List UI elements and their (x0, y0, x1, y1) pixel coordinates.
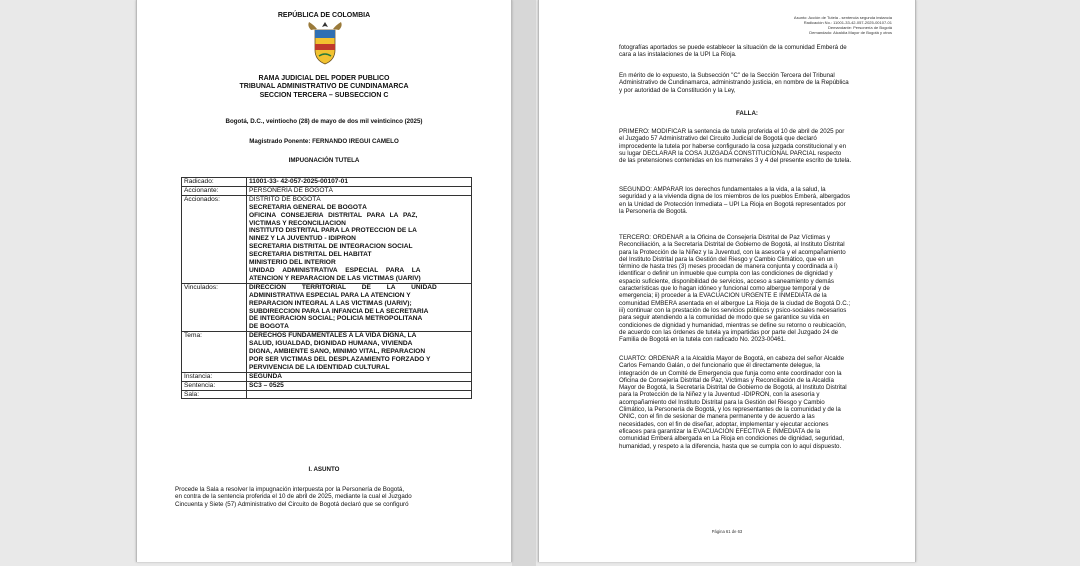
table-row (182, 390, 472, 399)
value-line: SECRETARÍA DISTRITAL DE INTEGRACIÓN SOCIAL (249, 243, 413, 251)
body-line: Climático, la Personería de Bogotá, y los representantes de la comunidad y de la (619, 406, 841, 414)
cuarto-paragraph (619, 355, 895, 450)
merit-paragraph (619, 72, 895, 94)
segundo-paragraph (619, 186, 895, 215)
body-line: para la Protección de la Niñez y la Juventud -IDIPRON, con la asesoría y (619, 391, 820, 399)
row-value (247, 372, 472, 381)
body-line: Mayor de Bogotá, la Secretaría Distrital de Gobierno de Bogotá, al Instituto Distrital (619, 384, 847, 392)
row-label: Radicado: (182, 178, 247, 187)
row-value (247, 195, 472, 283)
body-line: de las pretensiones contenidas en los numerales 3 y 4 del presente escrito de tutela. (619, 157, 852, 165)
value-line: POR SER VÍCTIMAS DEL DESPLAZAMIENTO FORZADO Y (249, 355, 431, 363)
header-line: Demandado: Alcaldía Mayor de Bogotá y otros (809, 30, 892, 35)
row-value (247, 381, 472, 390)
intro-paragraph (619, 44, 895, 59)
value-line: PERVIVENCIA DE LA IDENTIDAD CULTURAL (249, 363, 390, 371)
row-label: Vinculados: (182, 283, 247, 331)
row-label: Accionados: (182, 195, 247, 283)
running-header (794, 15, 892, 35)
body-line: del Instituto Distrital para la Gestión del Riesgo y Cambio Climático, que en un (619, 255, 834, 263)
body-line: En mérito de lo expuesto, la Subsección "C" de la Sección Tercera del Tribunal (619, 72, 835, 79)
body-line: espacio suficiente, disponibilidad de servicios, acceso a saneamiento y demás (619, 277, 834, 285)
table-row (182, 195, 472, 283)
republic-heading: REPÚBLICA DE COLOMBIA (277, 12, 371, 19)
magistrate-line: Magistrado Ponente: FERNANDO IREGUI CAMELO (249, 138, 399, 145)
table-row (182, 283, 472, 331)
body-line: Procede la Sala a resolver la impugnación interpuesta por la Personería de Bogotá, (175, 486, 405, 493)
section-title: I. ASUNTO (308, 466, 340, 473)
value-line: ADMINISTRATIVA ESPECIAL PARA LA ATENCIÓN Y (249, 291, 411, 299)
body-line: humanidad, y respeto a la diferencia, hasta que se cumpla con lo aquí dispuesto. (619, 442, 842, 450)
value-line: PERSONERÍA DE BOGOTÁ (249, 186, 333, 194)
coat-of-arms-icon (305, 20, 345, 66)
row-label: Tema: (182, 332, 247, 373)
row-label: Instancia: (182, 372, 247, 381)
row-label: Accionante: (182, 186, 247, 195)
table-row (182, 186, 472, 195)
body-line: seguridad y a la vivienda digna de los miembros de los pueblos Emberá, albergados (619, 193, 851, 201)
row-label: Sala: (182, 390, 247, 399)
body-line: Reconciliación, a la Secretaría Distrital de Gobierno de Bogotá, al Instituto Distrital (619, 241, 845, 249)
body-line: acompañamiento del Instituto Distrital para la Gestión del Riesgo y Cambio (619, 398, 825, 406)
body-line: comunidad EMBERA asentada en el albergue La Rioja de la ciudad de Bogotá D.C.; (619, 299, 851, 307)
case-info-table (181, 177, 472, 399)
body-line: Cincuenta y Siete (57) Administrativo del Circuito de Bogotá declaró que se configuró (175, 500, 409, 508)
body-line: improcedente la tutela por haberse configurado la cosa juzgada constitucional y en (619, 142, 847, 150)
value-line: SALUD, IGUALDAD, DIGNIDAD HUMANA, VIVIENDA (249, 340, 413, 348)
value-line: INSTITUTO DISTRITAL PARA LA PROTECCIÓN DE LA (249, 227, 417, 235)
tercero-paragraph (619, 234, 895, 343)
body-line: el Juzgado 57 Administrativo del Circuito Judicial de Bogotá que declaró (619, 135, 817, 143)
value-line: SECRETARÍA GENERAL DE BOGOTÁ (249, 203, 367, 211)
body-line: en la Unidad de Protección Inmediata – UPI La Rioja en Bogotá representados por (619, 200, 846, 208)
body-line: Familia de Bogotá en la tutela con radicado No. 2023-00461. (619, 336, 786, 344)
value-line: MINISTERIO DEL INTERIOR (249, 259, 336, 267)
body-line: en contra de la sentencia proferida el 10 de abril de 2025, mediante la cual el Juzgado (175, 493, 412, 501)
body-line: la Personería de Bogotá. (619, 207, 688, 215)
value-line: ATENCIÓN Y REPARACIÓN DE LAS VÍCTIMAS (UARIV) (249, 274, 421, 282)
falla-heading: FALLA: (736, 110, 758, 117)
body-line: Carlos Fernando Galán, o del funcionario que él directamente delegue, la (619, 362, 821, 370)
body-line: CUARTO: ORDENAR a la Alcaldía Mayor de Bogotá, en cabeza del señor Alcalde (619, 355, 845, 362)
body-line: Oficina de Consejería Distrital de Paz, Víctimas y Reconciliación de la Alcaldía (619, 376, 834, 384)
body-line: cara a las instalaciones de la UPI La Rioja. (619, 51, 737, 59)
body-line: necesidades, con el fin de diseñar, adoptar, implementar y ejecutar acciones (619, 420, 829, 428)
header-line: Radicación No.: 11001-33-42-057-2025-00107-01 (803, 20, 892, 25)
value-line: 11001-33- 42-057-2025-00107-01 (249, 178, 348, 185)
value-line: UNIDAD ADMINISTRATIVA ESPECIAL PARA LA (249, 266, 421, 274)
value-line: SUBDIRECCIÓN PARA LA INFANCIA DE LA SECRETARÍA (249, 307, 429, 315)
body-line: fotografías aportados se puede establecer la situación de la comunidad Emberá de (619, 44, 847, 51)
value-line: OFICINA CONSEJERÍA DISTRITAL PARA LA PAZ, (249, 211, 418, 219)
body-line: emergencia; ii) proceder a la EVACUACIÓN URGENTE E INMEDIATA de la (619, 292, 827, 300)
value-line: SC3 – 0525 (249, 381, 284, 389)
body-line: condiciones de dignidad y humanidad, mientras se define su retorno o reubicación, (619, 321, 847, 329)
table-row (182, 178, 472, 187)
value-line: SECRETARÍA DISTRITAL DEL HABITAT (249, 251, 372, 259)
value-line: DISTRITO DE BOGOTÁ (249, 195, 321, 203)
value-line: DIGNA, AMBIENTE SANO, MÍNIMO VITAL, REPARACIÓN (249, 348, 426, 356)
body-line: SEGUNDO: AMPARAR los derechos fundamentales a la vida, a la salud, la (619, 186, 826, 193)
row-value (247, 332, 472, 373)
table-row (182, 332, 472, 373)
value-line: REPARACIÓN INTEGRAL A LAS VÍCTIMAS (UARIV); (249, 299, 412, 307)
document-page-1 (136, 0, 512, 562)
date-line: Bogotá, D.C., veintiocho (28) de mayo de dos mil veinticinco (2025) (225, 118, 423, 125)
body-line: para la Protección de la Niñez y la Juventud, con la asesoría y el acompañamiento (619, 248, 846, 256)
body-line: término de hasta tres (3) meses procedan de manera conjunta y coordinada a i) (619, 263, 838, 271)
value-line: VÍCTIMAS Y RECONCILIACIÓN (249, 219, 346, 227)
primero-paragraph (619, 128, 895, 164)
row-value (247, 283, 472, 331)
table-row (182, 372, 472, 381)
value-line: SEGUNDA (249, 372, 282, 380)
document-type: IMPUGNACIÓN TUTELA (288, 157, 360, 164)
body-line: características que lo hagan idóneo y funcional como albergue temporal y de (619, 285, 830, 293)
body-line: identificar o definir un inmueble que cumpla con las condiciones de dignidad y (619, 270, 833, 278)
court-line: SECCIÓN TERCERA – SUBSECCIÓN C (259, 91, 389, 99)
body-line: de acuerdo con las órdenes de tutela ya impartidas por parte del Juzgado 24 de (619, 328, 839, 336)
body-line: su lugar DECLARAR la COSA JUZGADA CONSTITUCIONAL PARCIAL respecto (619, 149, 842, 157)
value-line: DIRECCIÓN TERRITORIAL DE LA UNIDAD (249, 283, 437, 291)
header-line: Demandante: Personería de Bogotá (827, 25, 892, 30)
value-line: DE BOGOTÁ (249, 323, 289, 331)
body-line: ONIC, con el fin de sesionar de manera permanente y de acuerdo a las (619, 413, 815, 421)
body-line: PRIMERO: MODIFICAR la sentencia de tutela proferida el 10 de abril de 2025 por (619, 128, 845, 135)
body-line: iii) continuar con la prestación de los servicios públicos y psico-sociales necesarios (619, 306, 847, 314)
header-line: Asunto: Acción de Tutela - sentencia segunda instancia (793, 15, 892, 20)
page-number-footer: Página 61 de 63 (711, 529, 743, 534)
court-line: TRIBUNAL ADMINISTRATIVO DE CUNDINAMARCA (239, 83, 409, 91)
row-value (247, 390, 472, 399)
asunto-paragraph (175, 486, 473, 508)
body-line: para seguir atendiendo a la comunidad de modo que se garantice su vida en (619, 314, 830, 322)
value-line: DERECHOS FUNDAMENTALES A LA VIDA DIGNA, LA (249, 332, 417, 340)
row-value (247, 178, 472, 187)
body-line: comunidad Emberá albergada en La Rioja en condiciones de dignidad, seguridad, (619, 435, 844, 443)
body-line: y por autoridad de la Constitución y la Ley, (619, 86, 736, 94)
court-line: RAMA JUDICIAL DEL PODER PÚBLICO (258, 75, 390, 82)
body-line: Administrativo de Cundinamarca, administrando justicia, en nombre de la República (619, 79, 849, 87)
viewer-gutter (512, 0, 536, 566)
body-line: integración de un Comité de Emergencia que funja como ente coordinador con la (619, 369, 842, 377)
table-row (182, 381, 472, 390)
row-label: Sentencia: (182, 381, 247, 390)
body-line: eficaces para garantizar la EVACUACIÓN EFECTIVA E INMEDIATA de la (619, 427, 821, 435)
document-page-2 (538, 0, 916, 562)
row-value (247, 186, 472, 195)
value-line: DE INTEGRACIÓN SOCIAL; POLICÍA METROPOLITANA (249, 315, 423, 323)
body-line: TERCERO: ORDENAR a la Oficina de Consejería Distrital de Paz Víctimas y (619, 234, 831, 241)
court-heading (137, 75, 511, 100)
value-line: NIÑEZ Y LA JUVENTUD - IDIPRON (249, 235, 356, 243)
